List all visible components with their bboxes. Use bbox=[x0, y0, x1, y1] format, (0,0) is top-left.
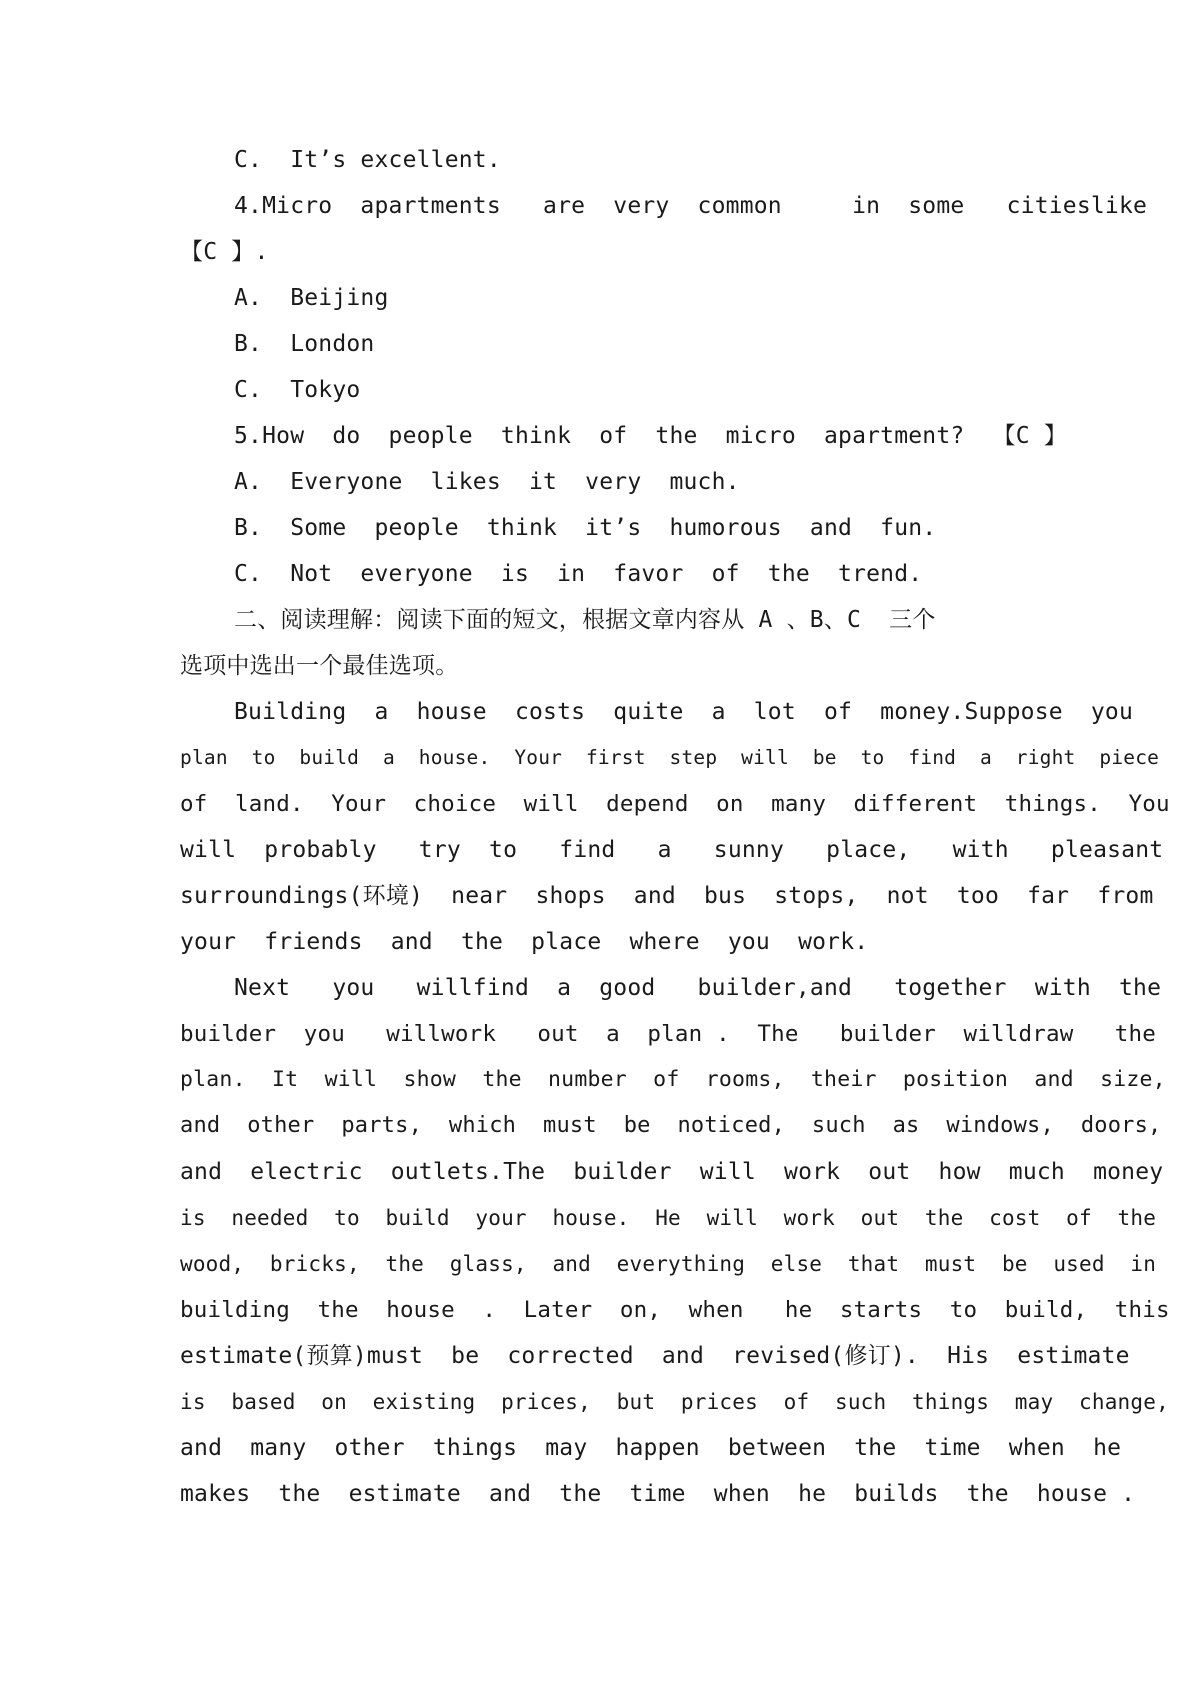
passage-line: is needed to build your house. He will work out the cost of the bbox=[180, 1206, 1157, 1230]
q4-option-b: B. London bbox=[234, 331, 375, 357]
passage-line: Next you willfind a good builder,and together with the bbox=[234, 975, 1162, 1001]
q5-option-c: C. Not everyone is in favor of the trend. bbox=[234, 561, 923, 587]
passage-line: is based on existing prices, but prices of such things may change, bbox=[180, 1390, 1169, 1414]
q5-option-a: A. Everyone likes it very much. bbox=[234, 469, 740, 495]
passage-line: builder you willwork out a plan . The builder willdraw the bbox=[180, 1021, 1156, 1047]
passage-line: will probably try to find a sunny place, with pleasant bbox=[180, 837, 1164, 863]
q4-option-c: C. Tokyo bbox=[234, 377, 361, 403]
passage-line: Building a house costs quite a lot of money.Suppose you bbox=[234, 699, 1134, 725]
passage-line: and many other things may happen between the time when he bbox=[180, 1435, 1122, 1461]
section-heading: 二、阅读理解：阅读下面的短文，根据文章内容从 A 、B、C 三个 bbox=[234, 607, 936, 633]
passage-line: wood, bricks, the glass, and everything else that must be used in bbox=[180, 1252, 1157, 1276]
passage-line: plan. It will show the number of rooms, their position and size, bbox=[180, 1067, 1166, 1092]
passage-line: makes the estimate and the time when he builds the house . bbox=[180, 1481, 1136, 1507]
passage-line: estimate(预算)must be corrected and revised(修订). His estimate bbox=[180, 1343, 1130, 1369]
passage-line: and electric outlets.The builder will work out how much money bbox=[180, 1159, 1164, 1185]
passage-line: surroundings(环境) near shops and bus stops, not too far from bbox=[180, 883, 1154, 909]
passage-line: your friends and the place where you work. bbox=[180, 929, 869, 955]
q4-answer: 【C 】. bbox=[180, 239, 269, 265]
passage-line: of land. Your choice will depend on many different things. You bbox=[180, 791, 1170, 817]
q4-option-a: A. Beijing bbox=[234, 285, 389, 311]
passage-line: building the house . Later on, when he starts to build, this bbox=[180, 1297, 1170, 1323]
q4-stem: 4.Micro apartments are very common in some citieslike bbox=[234, 193, 1148, 219]
section-heading-cont: 选项中选出一个最佳选项。 bbox=[180, 653, 459, 679]
q3-option-c: C. It’s excellent. bbox=[234, 147, 501, 173]
q5-stem: 5.How do people think of the micro apartment? 【C 】 bbox=[234, 423, 1068, 449]
q5-option-b: B. Some people think it’s humorous and fun. bbox=[234, 515, 937, 541]
passage-line: and other parts, which must be noticed, such as windows, doors, bbox=[180, 1113, 1162, 1138]
passage-line: plan to build a house. Your first step will be to find a right piece bbox=[180, 746, 1160, 769]
